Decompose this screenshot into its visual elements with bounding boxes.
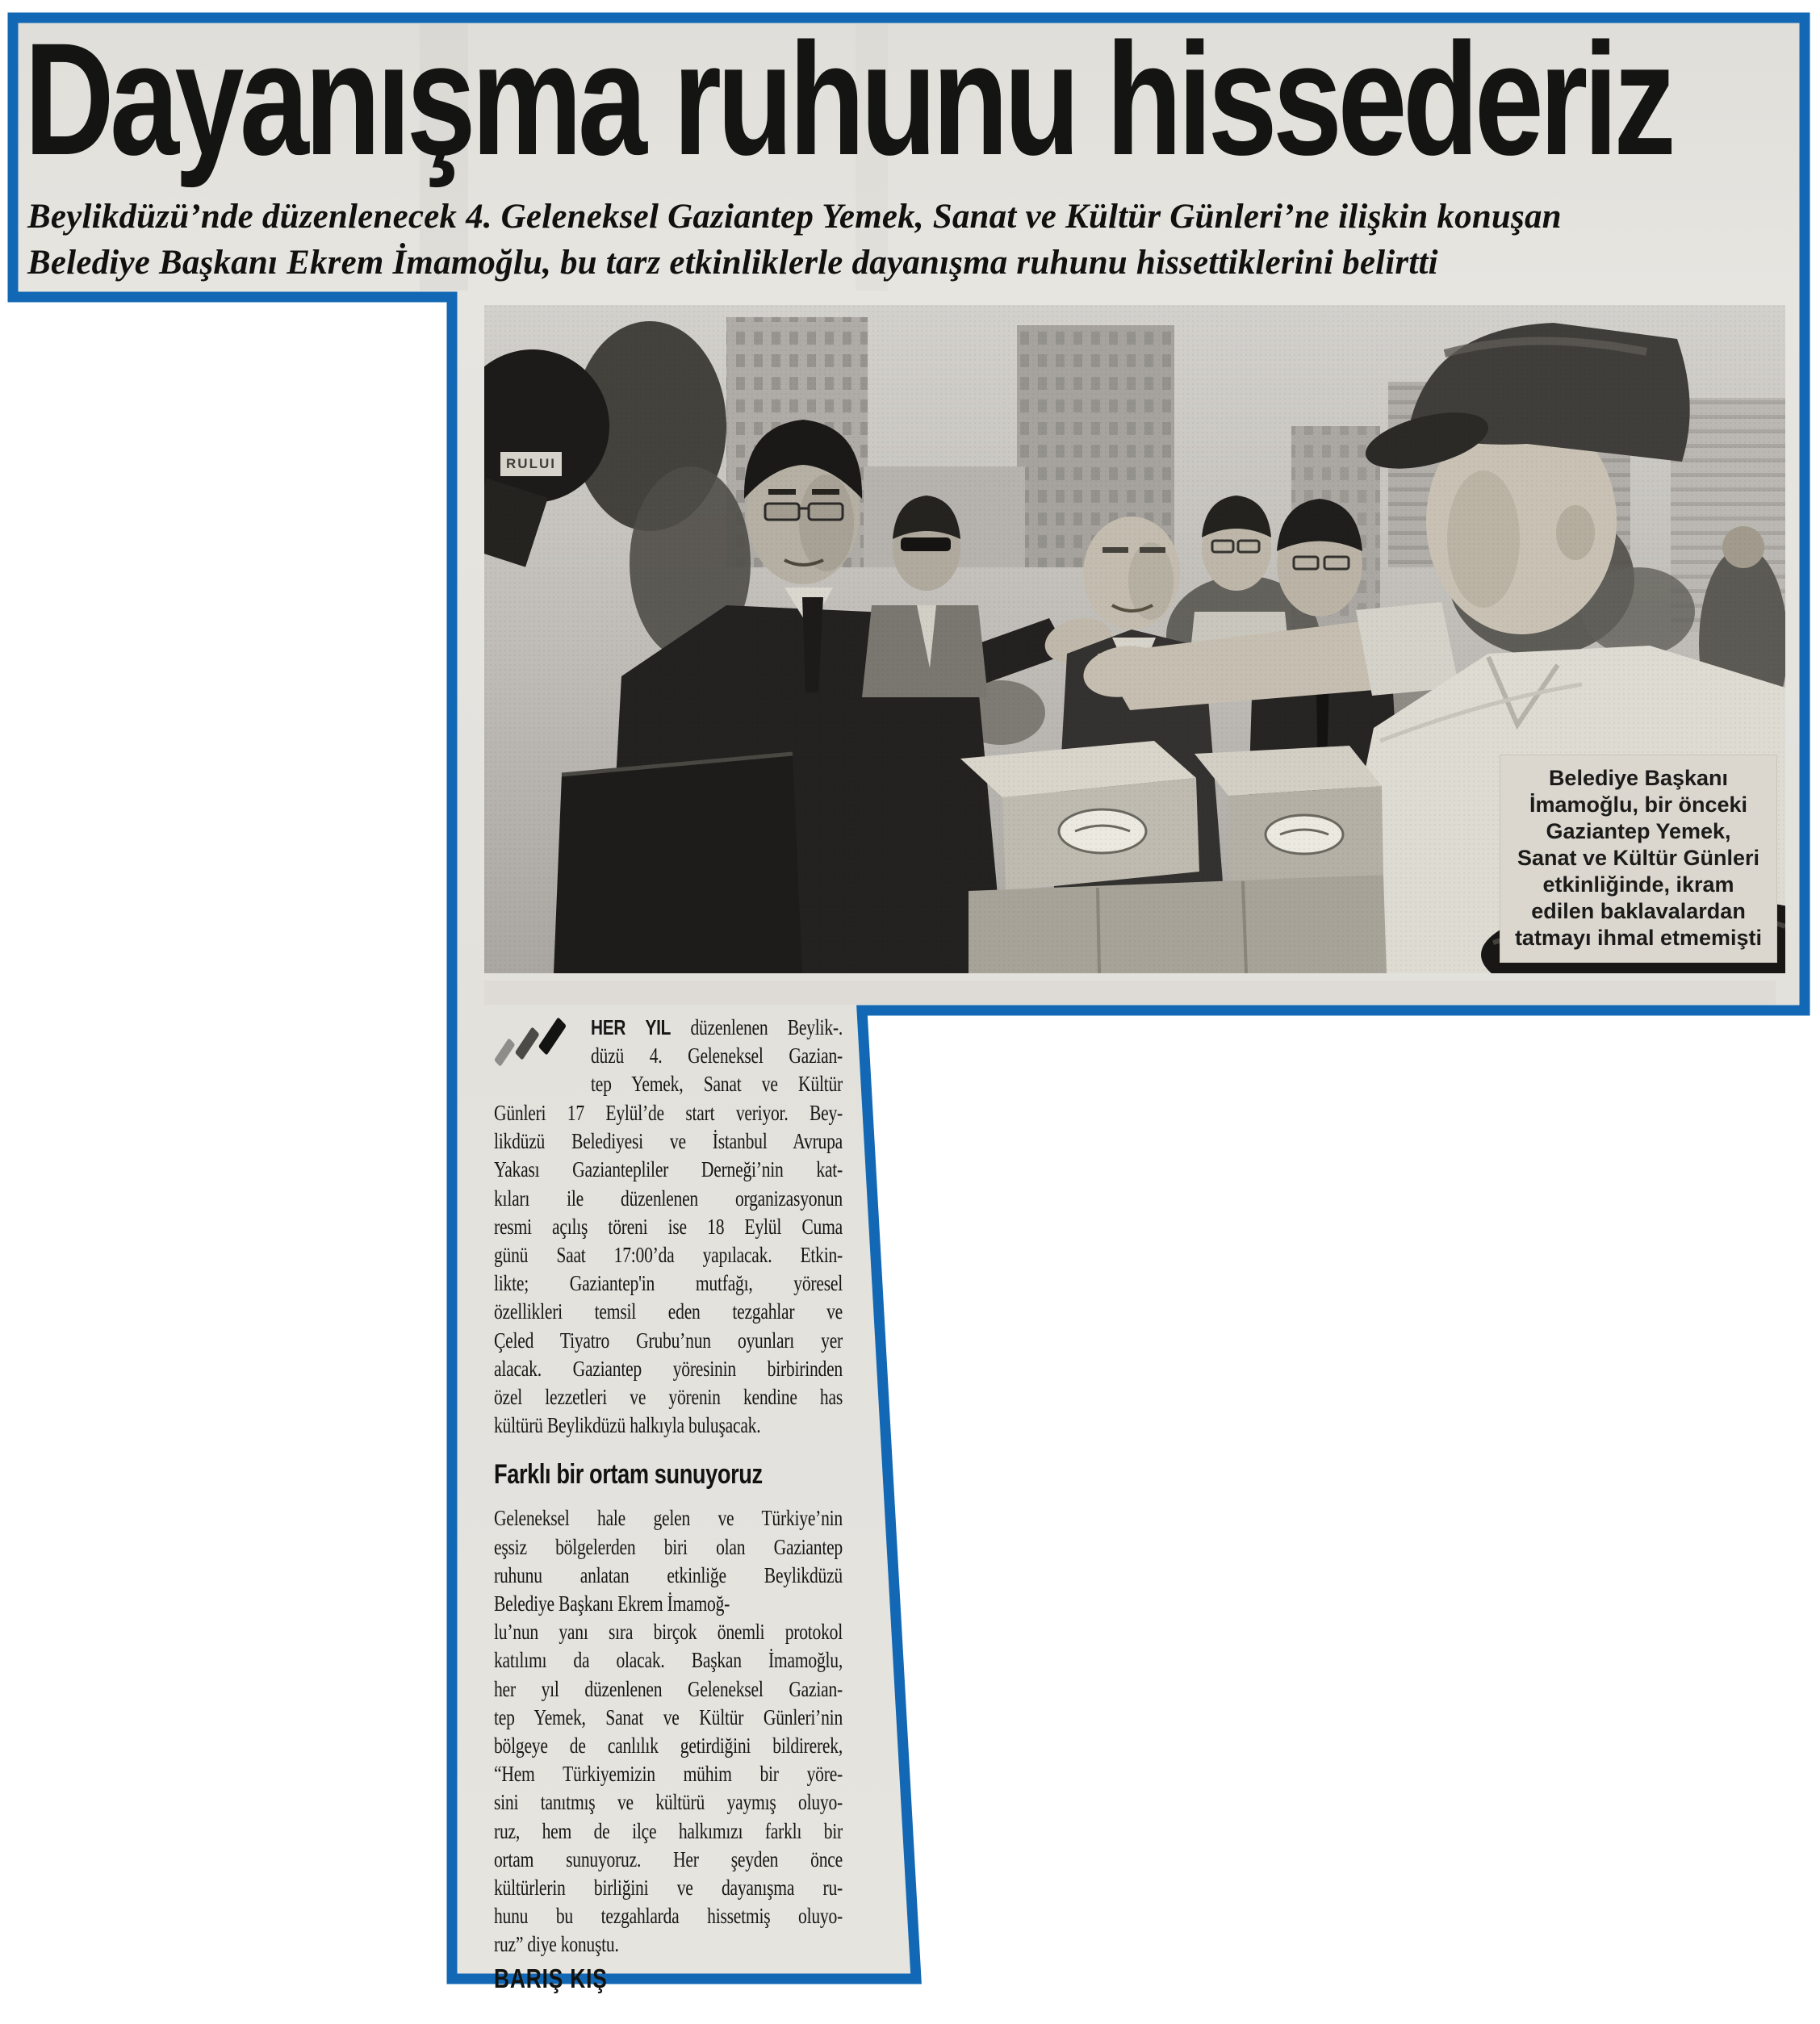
body-line: Belediye Başkanı Ekrem İmamoğ- (494, 1591, 730, 1616)
body-line: katılımı da olacak. Başkan İmamoğlu, (494, 1648, 843, 1673)
lead-lines (591, 1014, 843, 1099)
body-line: likte; Gaziantep'in mutfağı, yöresel (494, 1271, 843, 1296)
body-line: kültürü Beylikdüzü halkıyla buluşacak. (494, 1413, 761, 1438)
caption-line: etkinliğinde, ikram (1542, 872, 1734, 897)
body-line: ruz” diye konuştu. (494, 1932, 619, 1957)
banner-sign-text: RULUI (500, 452, 562, 476)
body-line: özel lezzetleri ve yörenin kendine has (494, 1385, 843, 1410)
caption-line: Gaziantep Yemek, (1546, 819, 1731, 843)
body-line: Yakası Gaziantepliler Derneği’nin kat- (494, 1157, 843, 1182)
headline: Dayanışma ruhunu hissederiz (24, 10, 1672, 188)
body-line: ruz, hem de ilçe halkımızı farklı bir (494, 1818, 843, 1843)
quote-marks-icon (494, 1014, 591, 1099)
body-line: her yıl düzenlenen Geleneksel Gazian- (494, 1676, 843, 1701)
body-line: ruhunu anlatan etkinliğe Beylikdüzü (494, 1562, 843, 1587)
lead-caps: HER YIL (591, 1015, 672, 1039)
body-line: özellikleri temsil eden tezgahlar ve (494, 1299, 843, 1324)
body-line: eşsiz bölgelerden biri olan Gaziantep (494, 1534, 843, 1559)
subhead (27, 194, 1795, 286)
body-line: tep Yemek, Sanat ve Kültür Günleri’nin (494, 1704, 843, 1729)
body-line: Günleri 17 Eylül’de start veriyor. Bey- (494, 1101, 843, 1125)
caption-line: Sanat ve Kültür Günleri (1517, 846, 1760, 870)
body-line: hunu bu tezgahlarda hissetmiş oluyo- (494, 1904, 843, 1929)
body-line: düzü 4. Geleneksel Gazian- (591, 1043, 843, 1068)
article-body (494, 1014, 843, 1995)
body-line: likdüzü Belediyesi ve İstanbul Avrupa (494, 1129, 843, 1154)
subhead-line: Belediye Başkanı Ekrem İmamoğlu, bu tarz etkinliklerle dayanışma ruhunu hissettiklerini belirtti (27, 244, 1438, 282)
body-line: tep Yemek, Sanat ve Kültür (591, 1072, 843, 1097)
photo-caption (1500, 755, 1777, 963)
byline: BARIŞ KIŞ (494, 1963, 608, 1993)
body-line: Geleneksel hale gelen ve Türkiye’nin (494, 1506, 843, 1531)
article-lead (494, 1014, 843, 1099)
body-line: bölgeye de canlılık getirdiğini bildirerek, (494, 1733, 843, 1758)
crosshead: Farklı bir ortam sunuyoruz (494, 1459, 763, 1491)
body-line: “Hem Türkiyemizin mühim bir yöre- (494, 1762, 843, 1787)
body-line: kültürlerin birliğini ve dayanışma ru- (494, 1876, 843, 1901)
body-line: alacak. Gaziantep yöresinin birbirinden (494, 1356, 843, 1381)
caption-line: tatmayı ihmal etmemişti (1514, 926, 1763, 950)
body-line: Çeled Tiyatro Grubu’nun oyunları yer (494, 1328, 843, 1353)
body-line: ortam sunuyoruz. Her şeyden önce (494, 1846, 843, 1871)
subhead-line: Beylikdüzü’nde düzenlenecek 4. Geleneksel Gaziantep Yemek, Sanat ve Kültür Günleri’ne ilişkin konuşan (27, 198, 1562, 236)
body-line: lu’nun yanı sıra birçok önemli protokol (494, 1620, 843, 1645)
news-photo (484, 305, 1785, 973)
body-line: HER YIL düzenlenen Beylik-. (591, 1015, 843, 1039)
caption-line: İmamoğlu, bir önceki (1529, 792, 1748, 817)
body-line: kıları ile düzenlenen organizasyonun (494, 1186, 843, 1211)
caption-line: Belediye Başkanı (1548, 766, 1729, 790)
body-line: sini tanıtmış ve kültürü yaymış oluyo- (494, 1790, 843, 1815)
body-line: günü Saat 17:00’da yapılacak. Etkin- (494, 1243, 843, 1268)
body-line: resmi açılış töreni ise 18 Eylül Cuma (494, 1214, 843, 1239)
caption-line: edilen baklavalardan (1531, 899, 1746, 923)
